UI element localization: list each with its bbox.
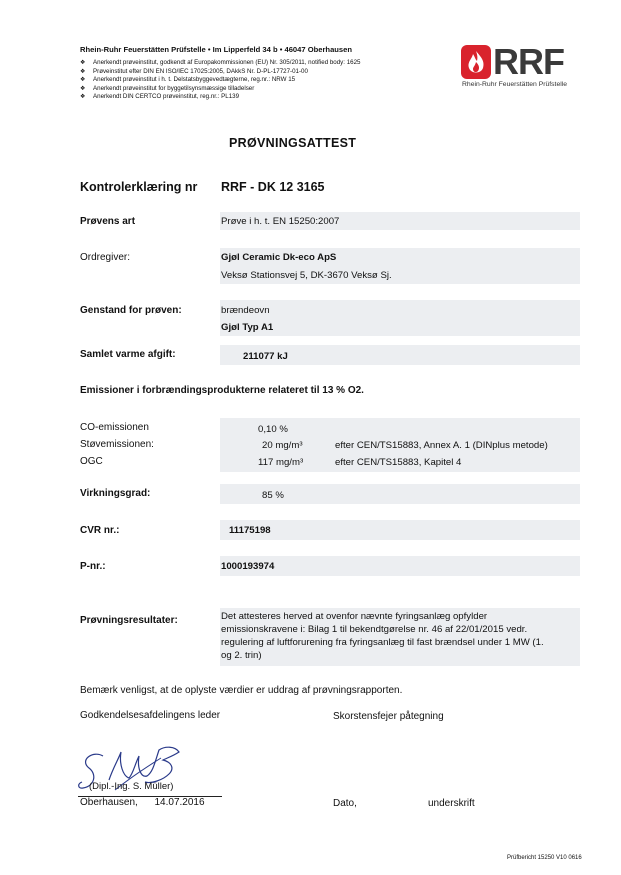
emission-method: efter CEN/TS15883, Kapitel 4 xyxy=(335,457,462,468)
emission-label: CO-emissionen xyxy=(80,422,149,433)
cvr-value: 11175198 xyxy=(229,525,271,536)
emission-label: OGC xyxy=(80,456,103,467)
samlet-value: 211077 kJ xyxy=(243,351,288,362)
ordregiver-label: Ordregiver: xyxy=(80,252,131,263)
genstand-line2: Gjøl Typ A1 xyxy=(221,322,274,333)
cvr-label: CVR nr.: xyxy=(80,525,120,536)
emission-method: efter CEN/TS15883, Annex A. 1 (DINplus metode) xyxy=(335,440,548,451)
proevens-art-value: Prøve i h. t. EN 15250:2007 xyxy=(221,216,340,227)
report-reference: Prüfbericht 15250 V10 0616 xyxy=(507,855,582,861)
ordregiver-name: Gjøl Ceramic Dk-eco ApS xyxy=(221,252,337,263)
accreditation-item: ❖ Anerkendt prøveinstitut, godkendt af Europakommissionen (EU) Nr. 305/2011, notified body: 1625 xyxy=(80,59,360,68)
rrf-logo xyxy=(460,42,600,102)
kontrol-label: Kontrolerklæring nr xyxy=(80,180,198,194)
signatory-name: (Dipl.-Ing. S. Müller) xyxy=(89,781,174,792)
underskrift-label: underskrift xyxy=(428,798,475,809)
emission-label: Støvemissionen: xyxy=(80,439,154,450)
accreditation-item: ❖ Anerkendt prøveinstitut for byggetilsynsmæssige tilladelser xyxy=(80,85,360,94)
pnr-value: 1000193974 xyxy=(221,561,275,572)
emissions-heading: Emissioner i forbrændingsprodukterne relateret til 13 % O2. xyxy=(80,385,364,396)
genstand-line1: brændeovn xyxy=(221,305,270,316)
virkningsgrad-value: 85 % xyxy=(262,490,284,501)
row-band xyxy=(220,300,580,336)
accreditation-item: ❖ Anerkendt DIN CERTCO prøveinstitut, reg.nr.: PL139 xyxy=(80,93,360,102)
logo-subtitle: Rhein-Ruhr Feuerstätten Prüfstelle xyxy=(462,81,568,88)
document-title: PRØVNINGSATTEST xyxy=(229,136,357,150)
leader-label: Godkendelsesafdelingens leder xyxy=(80,710,221,721)
emission-value: 20 mg/m³ xyxy=(262,440,303,451)
logo-text: RRF xyxy=(493,41,564,82)
resultater-line: emissionskravene i: Bilag 1 til bekendtgørelse nr. 46 af 22/01/2015 vedr. xyxy=(221,624,528,635)
emission-value: 0,10 % xyxy=(258,424,288,435)
ordregiver-address: Veksø Stationsvej 5, DK-3670 Veksø Sj. xyxy=(221,270,392,281)
proevens-art-label: Prøvens art xyxy=(80,216,136,227)
accreditation-item: ❖ Prøveinstitut efter DIN EN ISO/IEC 17025:2005, DAkkS Nr. D-PL-17727-01-00 xyxy=(80,68,360,77)
samlet-label: Samlet varme afgift: xyxy=(80,349,176,360)
chimney-sweep-label: Skorstensfejer påtegning xyxy=(333,711,444,722)
resultater-line: regulering af luftforurening fra fyringsanlæg til fast brændsel under 1 MW (1. xyxy=(221,637,544,648)
pnr-label: P-nr.: xyxy=(80,561,106,572)
resultater-line: og 2. trin) xyxy=(221,650,262,661)
dato-label: Dato, xyxy=(333,798,357,809)
row-band xyxy=(220,520,580,540)
resultater-line: Det attesteres herved at ovenfor nævnte fyringsanlæg opfylder xyxy=(221,611,488,622)
note-text: Bemærk venligst, at de oplyste værdier er uddrag af prøvningsrapporten. xyxy=(80,685,403,696)
place-date: Oberhausen, 14.07.2016 xyxy=(80,797,205,808)
genstand-label: Genstand for prøven: xyxy=(80,305,182,316)
kontrol-value: RRF - DK 12 3165 xyxy=(221,180,325,194)
accreditation-item: ❖ Anerkendt prøveinstitut i h. t. Delstatsbyggevedtægterne, reg.nr.: NRW 15 xyxy=(80,76,360,85)
emission-value: 117 mg/m³ xyxy=(258,457,304,468)
resultater-label: Prøvningsresultater: xyxy=(80,615,178,626)
flame-logo-icon xyxy=(460,42,494,82)
accreditation-list xyxy=(80,59,360,102)
virkningsgrad-label: Virkningsgrad: xyxy=(80,488,151,499)
institute-header: Rhein-Ruhr Feuerstätten Prüfstelle • Im Lipperfeld 34 b • 46047 Oberhausen xyxy=(80,45,353,54)
